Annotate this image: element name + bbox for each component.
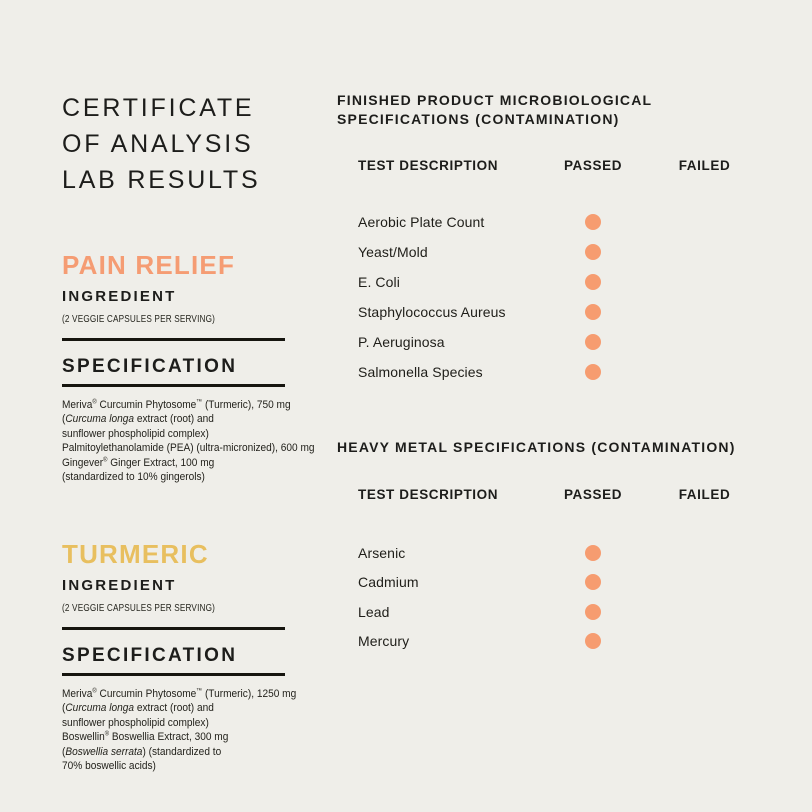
test-description: Staphylococcus Aureus	[358, 304, 506, 320]
passed-cell	[562, 363, 624, 381]
specification-line: sunflower phospholipid complex)	[62, 716, 209, 729]
table-row	[337, 568, 807, 598]
test-description: Salmonella Species	[358, 364, 483, 380]
passed-dot	[585, 364, 601, 380]
column-header-failed: FAILED	[678, 158, 731, 173]
passed-cell	[562, 273, 624, 291]
specification-line: (Curcuma longa extract (root) and	[62, 413, 214, 426]
ingredient-label: INGREDIENT	[62, 288, 177, 305]
table-row	[337, 297, 807, 327]
column-header-failed: FAILED	[678, 487, 731, 502]
passed-cell	[562, 303, 624, 321]
passed-dot	[585, 334, 601, 350]
test-description: P. Aeruginosa	[358, 334, 445, 350]
test-description: Mercury	[358, 633, 410, 650]
test-description: Aerobic Plate Count	[358, 214, 485, 230]
heavy-metal-table-title	[337, 438, 736, 457]
pain-relief-section	[62, 252, 322, 484]
table-title-line: HEAVY METAL SPECIFICATIONS (CONTAMINATION)	[337, 439, 736, 455]
microbiological-table-title	[337, 91, 652, 128]
serving-note: (2 VEGGIE CAPSULES PER SERVING)	[62, 314, 216, 325]
specification-line: (Curcuma longa extract (root) and	[62, 702, 214, 715]
column-header-passed: PASSED	[563, 158, 623, 173]
divider	[62, 338, 285, 341]
passed-dot	[585, 545, 601, 561]
passed-dot	[585, 244, 601, 260]
column-header-test: TEST DESCRIPTION	[358, 158, 499, 173]
passed-dot	[585, 274, 601, 290]
test-description: Lead	[358, 603, 390, 620]
page-title	[62, 90, 260, 198]
table-row	[337, 267, 807, 297]
ingredient-label: INGREDIENT	[62, 577, 177, 594]
specification-line: Gingever® Ginger Extract, 100 mg	[62, 455, 215, 469]
serving-note: (2 VEGGIE CAPSULES PER SERVING)	[62, 603, 216, 614]
passed-dot	[585, 604, 601, 620]
column-header-test: TEST DESCRIPTION	[358, 487, 499, 502]
results-column	[337, 0, 807, 812]
table-row	[337, 538, 807, 568]
specification-line: sunflower phospholipid complex)	[62, 427, 209, 440]
specification-label: SPECIFICATION	[62, 645, 238, 666]
table-row	[337, 327, 807, 357]
passed-dot	[585, 574, 601, 590]
passed-cell	[562, 243, 624, 261]
table-row	[337, 597, 807, 627]
test-description: Yeast/Mold	[358, 244, 428, 260]
specification-line: Meriva® Curcumin Phytosome™ (Turmeric), 1250 mg	[62, 687, 297, 700]
specification-line: 70% boswellic acids)	[62, 760, 156, 773]
page-title-line: LAB RESULTS	[62, 166, 261, 194]
passed-cell	[562, 632, 624, 650]
table-title-line: FINISHED PRODUCT MICROBIOLOGICAL	[337, 92, 653, 108]
specification-text	[62, 687, 301, 773]
divider	[62, 673, 285, 676]
column-header-passed: PASSED	[563, 487, 623, 502]
passed-cell	[562, 603, 624, 621]
divider	[62, 627, 285, 630]
test-description: E. Coli	[358, 274, 400, 290]
specification-label: SPECIFICATION	[62, 356, 238, 377]
table-row	[337, 207, 807, 237]
turmeric-section	[62, 541, 322, 773]
specification-text	[62, 398, 315, 484]
heavy-metal-table-rows	[337, 538, 807, 656]
specification-line: Meriva® Curcumin Phytosome™ (Turmeric), 750 mg	[62, 398, 291, 411]
section-title-pain-relief: PAIN RELIEF	[62, 250, 236, 280]
microbiological-table-header	[337, 158, 807, 176]
microbiological-table-rows	[337, 207, 807, 387]
specification-line: Palmitoylethanolamide (PEA) (ultra-micronized), 600 mg	[62, 442, 315, 455]
page-title-line: OF ANALYSIS	[62, 130, 254, 158]
specification-line: (standardized to 10% gingerols)	[62, 471, 205, 484]
passed-cell	[562, 213, 624, 231]
section-title-turmeric: TURMERIC	[62, 539, 209, 569]
table-row	[337, 237, 807, 267]
page-title-line: CERTIFICATE	[62, 94, 255, 122]
passed-cell	[562, 573, 624, 591]
heavy-metal-table-header	[337, 487, 807, 505]
passed-dot	[585, 633, 601, 649]
passed-dot	[585, 214, 601, 230]
table-row	[337, 627, 807, 657]
table-title-line: SPECIFICATIONS (CONTAMINATION)	[337, 110, 620, 127]
divider	[62, 384, 285, 387]
test-description: Arsenic	[358, 544, 406, 561]
specification-line: (Boswellia serrata) (standardized to	[62, 745, 222, 758]
test-description: Cadmium	[358, 574, 419, 591]
table-row	[337, 357, 807, 387]
passed-dot	[585, 304, 601, 320]
passed-cell	[562, 333, 624, 351]
specification-line: Boswellin® Boswellia Extract, 300 mg	[62, 730, 229, 744]
passed-cell	[562, 544, 624, 562]
